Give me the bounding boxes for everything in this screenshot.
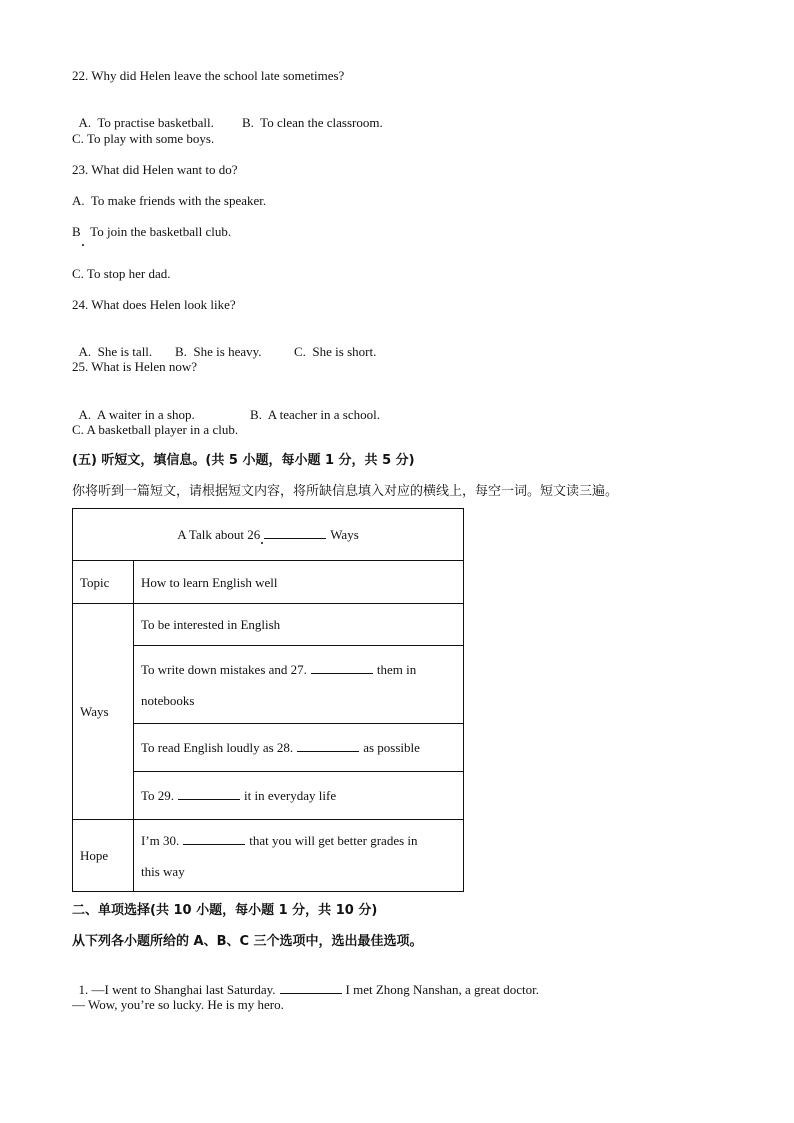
table-row xyxy=(73,509,464,561)
ways-label: Ways xyxy=(73,604,134,820)
table-row xyxy=(73,604,464,646)
question-25-options-ab xyxy=(72,391,380,423)
hope-text-end: that you will get better grades in xyxy=(249,832,418,848)
table-row xyxy=(73,820,464,892)
question-23-stem: 23. What did Helen want to do? xyxy=(72,162,238,177)
question-1-text-end: I met Zhong Nanshan, a great doctor. xyxy=(345,982,540,997)
question-22-option-c: C. To play with some boys. xyxy=(72,131,215,146)
way-2-text-end: them in xyxy=(376,661,417,677)
way-4 xyxy=(134,772,464,820)
blank-q1[interactable] xyxy=(280,981,342,994)
question-24-options xyxy=(72,328,377,360)
option-b: B. A teacher in a school. xyxy=(250,407,380,422)
question-23-option-c: C. To stop her dad. xyxy=(72,266,171,281)
blank-30[interactable] xyxy=(183,832,245,845)
dot-mark xyxy=(261,542,263,544)
question-25-option-c: C. A basketball player in a club. xyxy=(72,422,239,437)
question-1-reply: — Wow, you’re so lucky. He is my hero. xyxy=(72,997,284,1012)
question-23-option-a: A. To make friends with the speaker. xyxy=(72,193,267,208)
hope-text: I’m 30. xyxy=(141,832,180,848)
question-24-stem: 24. What does Helen look like? xyxy=(72,297,236,312)
information-table xyxy=(72,508,464,892)
blank-27[interactable] xyxy=(311,661,373,674)
part-2-heading: 二、单项选择(共 10 小题，每小题 1 分，共 10 分) xyxy=(72,903,378,918)
way-3-text-end: as possible xyxy=(363,740,420,755)
question-1-text: 1. —I went to Shanghai last Saturday. xyxy=(78,982,276,997)
blank-26[interactable] xyxy=(264,526,326,539)
blank-28[interactable] xyxy=(297,739,359,752)
option-a: A. To practise basketball. xyxy=(78,115,214,130)
question-25-stem: 25. What is Helen now? xyxy=(72,359,198,374)
title-text: A Talk about 26 xyxy=(177,527,261,542)
option-a: A. A waiter in a shop. xyxy=(78,407,195,422)
topic-label: Topic xyxy=(73,561,134,604)
way-4-text-end: it in everyday life xyxy=(244,788,337,803)
title-text-end: Ways xyxy=(330,527,359,542)
hope-line-2: this way xyxy=(141,863,185,879)
hope-value xyxy=(134,820,464,892)
section-5-heading: (五) 听短文，填信息。(共 5 小题，每小题 1 分，共 5 分) xyxy=(72,453,415,468)
option-a: A. She is tall. xyxy=(78,344,153,359)
option-b: B. To clean the classroom. xyxy=(242,115,383,130)
question-22-stem: 22. Why did Helen leave the school late sometimes? xyxy=(72,68,345,83)
table-title xyxy=(73,509,464,561)
hope-label: Hope xyxy=(73,820,134,892)
way-3 xyxy=(134,724,464,772)
way-4-text: To 29. xyxy=(141,788,175,803)
way-2-text: To write down mistakes and 27. xyxy=(141,661,307,677)
way-3-text: To read English loudly as 28. xyxy=(141,740,294,755)
question-22-options-ab xyxy=(72,99,383,131)
option-b: B. She is heavy. xyxy=(175,344,262,359)
way-2 xyxy=(134,646,464,724)
way-1: To be interested in English xyxy=(134,604,464,646)
section-5-instruction: 你将听到一篇短文，请根据短文内容，将所缺信息填入对应的横线上，每空一词。短文读三遍。 xyxy=(72,484,619,499)
option-c: C. She is short. xyxy=(294,344,377,359)
part-2-instruction: 从下列各小题所给的 A、B、C 三个选项中，选出最佳选项。 xyxy=(72,934,423,949)
question-23-option-b: B To join the basketball club. xyxy=(72,224,232,239)
dot-mark xyxy=(82,244,84,246)
blank-29[interactable] xyxy=(178,787,240,800)
topic-value: How to learn English well xyxy=(134,561,464,604)
table-row xyxy=(73,561,464,604)
way-2-line-2: notebooks xyxy=(141,692,195,708)
question-1-stem xyxy=(72,965,539,998)
